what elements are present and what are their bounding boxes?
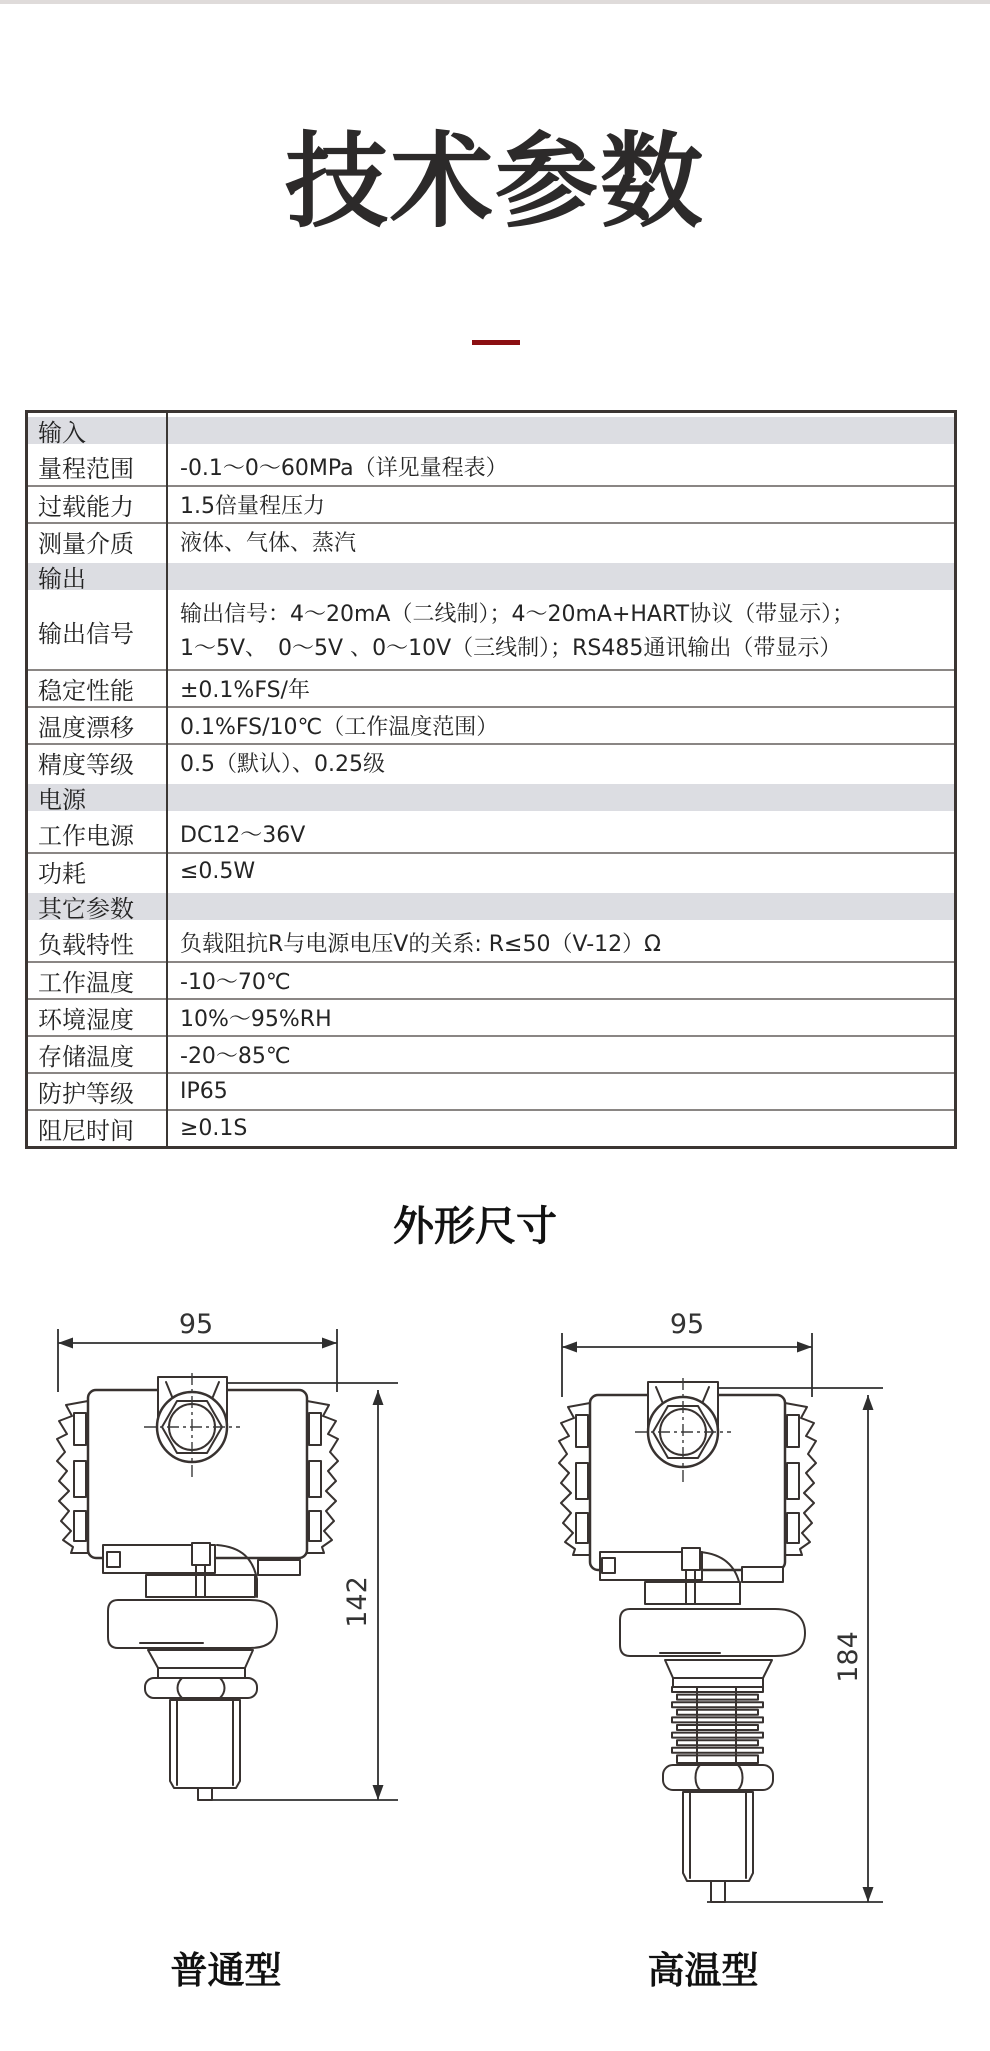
- row-label: 工作电源: [38, 822, 134, 850]
- row-label: 阻尼时间: [38, 1117, 134, 1145]
- row-value: 10%～95%RH: [180, 1007, 332, 1032]
- row-value: -0.1～0～60MPa（详见量程表）: [180, 456, 508, 481]
- process-connection: [600, 1548, 805, 1902]
- spec-table: [25, 410, 957, 1149]
- row-value: 1.5倍量程压力: [180, 494, 325, 519]
- row-label: 精度等级: [38, 751, 134, 779]
- svg-text:95: 95: [669, 1309, 705, 1340]
- cable-gland: [144, 1373, 240, 1481]
- cooling-fins: [672, 1687, 763, 1763]
- row-label: 其它参数: [38, 895, 134, 923]
- row-label: 量程范围: [38, 455, 134, 483]
- row-label: 防护等级: [38, 1080, 134, 1108]
- row-label: 电源: [38, 786, 86, 814]
- row-value: 0.5（默认）、0.25级: [180, 752, 385, 777]
- row-label: 功耗: [38, 860, 86, 888]
- thread-stub: [170, 1700, 240, 1788]
- row-value: ±0.1%FS/年: [180, 678, 310, 703]
- drawing-label-high-temp: 高温型: [647, 1949, 759, 1992]
- drawing-label-normal: 普通型: [170, 1949, 282, 1992]
- row-value-line2: 1～5V、 0～5V 、0～10V（三线制）；RS485通讯输出（带显示）: [180, 635, 842, 661]
- row-label: 输出: [38, 565, 86, 593]
- row-label: 工作温度: [38, 969, 134, 997]
- top-strip: [0, 0, 990, 4]
- row-value: -20～85℃: [180, 1044, 291, 1069]
- svg-text:184: 184: [833, 1631, 864, 1683]
- left-flange: [57, 1401, 88, 1553]
- drawing-high-temp-type: [455, 1285, 915, 1940]
- right-flange: [307, 1401, 338, 1553]
- row-value: [168, 598, 954, 666]
- row-label: 存储温度: [38, 1043, 134, 1071]
- hex-nut: [145, 1678, 257, 1698]
- title-accent-divider: [472, 340, 520, 345]
- svg-text:142: 142: [342, 1576, 373, 1628]
- row-value: -10～70℃: [180, 970, 291, 995]
- row-value: DC12～36V: [180, 823, 306, 848]
- row-label: 测量介质: [38, 530, 134, 558]
- row-label: 温度漂移: [38, 714, 134, 742]
- row-value-line1: 输出信号：4～20mA（二线制）；4～20mA+HART协议（带显示）；: [180, 601, 855, 627]
- row-label: 过载能力: [38, 493, 134, 521]
- row-value: 液体、气体、蒸汽: [180, 531, 357, 556]
- row-label: 输入: [38, 419, 86, 447]
- hex-nut: [663, 1765, 773, 1790]
- dimensions-heading: 外形尺寸: [393, 1202, 557, 1250]
- row-label: 输出信号: [38, 620, 134, 648]
- drawing-normal-type: [20, 1285, 440, 1820]
- row-label: 负载特性: [38, 931, 134, 959]
- row-value: ≥0.1S: [180, 1116, 248, 1141]
- row-label: 稳定性能: [38, 677, 134, 705]
- thread-stub: [683, 1792, 753, 1881]
- column-divider: [166, 413, 168, 1146]
- left-flange: [559, 1403, 590, 1555]
- page-title: 技术参数: [285, 122, 705, 242]
- process-connection: [103, 1543, 300, 1800]
- svg-text:95: 95: [178, 1309, 214, 1340]
- row-value: IP65: [180, 1079, 228, 1104]
- row-value: 0.1%FS/10℃（工作温度范围）: [180, 715, 499, 740]
- row-value: ≤0.5W: [180, 859, 256, 884]
- row-label: 环境湿度: [38, 1006, 134, 1034]
- row-value: 负载阻抗R与电源电压V的关系: R≤50（V-12）Ω: [180, 932, 661, 957]
- cable-gland: [635, 1378, 731, 1485]
- right-flange: [785, 1403, 816, 1555]
